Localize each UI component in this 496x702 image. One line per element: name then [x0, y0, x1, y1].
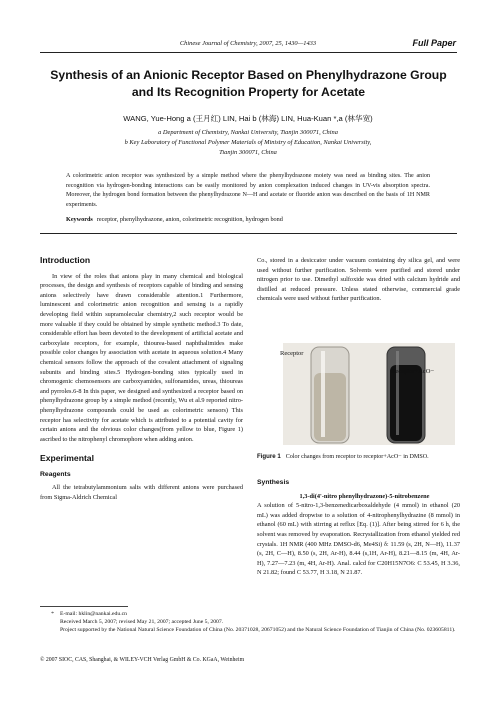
- reagents-continued: Co., stored in a desiccator under vacuum containing dry silica gel, and were used without further purification. Solvents were purified and stored under nitrogen prior to use. Dimethyl sulfoxide was dried with calcium hydride and distilled at reduced pressure. Unless stated otherwise, commercial grade chemicals were used without further purification.: [257, 257, 460, 303]
- experimental-heading: Experimental: [40, 453, 94, 464]
- synthesis-paragraph: A solution of 5-nitro-1,3-benzenedicarboxaldehyde (4 mmol) in ethanol (20 mL) was added dropwise to a solution of 4-nitrophenylhydrazine (8 mmol) in ethanol (60 mL) with stirring at reflux [Eq. (1)]. After being stirred for 6 h, the solvent was removed by evaporation. Recrystallization from ethanol yielded red crystals. 1H NMR (400 MHz DMSO-d6, Me4Si) δ: 11.59 (s, 2H, N—H), 11.37 (s, 2H, C—H), 8.50 (s, 2H, Ar-H), 8.44 (s,1H, Ar-H), 8.21—8.15 (m, 4H, Ar-H), 7.27—7.23 (m, 4H, Ar-H). Anal. calcd for C20H15N7O6: C 53.45, H 3.36, N 21.82; found C 53.77, H 3.18, N 21.87.: [257, 502, 460, 577]
- reagents-paragraph: All the tetrabutylammonium salts with different anions were purchased from Sigma-Aldrich Chemical: [40, 484, 243, 502]
- receptor-acetate-solution: [390, 365, 422, 441]
- right-column-bottom: [257, 478, 460, 578]
- article-type-label: Full Paper: [412, 38, 456, 48]
- footnote-email: * E-mail: hklin@nankai.edu.cn: [51, 611, 127, 617]
- paper-title: Synthesis of an Anionic Receptor Based on Phenylhydrazone Group and Its Recognition Property for Acetate: [50, 68, 447, 99]
- right-column-top: [257, 256, 460, 304]
- introduction-paragraph: In view of the roles that anions play in many chemical and biological processes, the design and synthesis of receptors capable of binding and sensing anions selectively have drawn considerable attention.1 Furthermore, luminescent and colorimetric anion recognition and sensing is a rapidly developing field within supramolecular chemistry,2 such receptor would be more valuable if they could be obtained by simple synthetic method.3 To date, considerable effort has been devoted to the development of artificial acetate and carboxylate receptors, for example, thiourea-based naphthalimides make possible color changes by association with acetate in aqueous solution.4 Many chemical sensors follow the approach of the covalent attachment of signaling subunits and binding sites.5 Hydrogen-bonding sites typically used in chromogenic chemosensors are carboxyamides, sulfonamides, ureas, thioureas and pyrroles.6-8 In this paper, we designed and synthesized a receptor based on phenylhydrazone group by a simple method (recently, Wu et al.9 reported nitro-phenylhydrazone compounds could be used as colorimetric sensors) This receptor has selectivity for acetate which is attributed to a potential cavity for certain anions and the obvious color changes(from yellow to blue, Figure 1) ascribed to the nitrophenyl chromophore when adding anion.: [40, 272, 243, 443]
- receptor-tube-highlight: [321, 351, 325, 437]
- abstract: A colorimetric anion receptor was synthesized by a simple method where the phenylhydrazone moiety was need as binding sites. The anion recognition via hydrogen-bonding interactions can be easily monitored by anion complexation induced changes in UV-vis absorption spectra. Moreover, the hydrogen bond formation between the phenylhydrazone N—H and acetate or fluoride anion was described on the basis of 1H NMR experiments.: [66, 173, 430, 208]
- keywords-text: receptor, phenylhydrazone, anion, colorimetric recognition, hydrogen bond: [96, 216, 283, 223]
- receptor-solution: [314, 373, 346, 441]
- figure-label-receptor: Receptor: [280, 350, 304, 357]
- receptor-acetate-highlight: [396, 351, 399, 435]
- reagents-heading: Reagents: [40, 470, 71, 478]
- introduction-heading: Introduction: [40, 255, 91, 265]
- author-list: WANG, Yue-Hong a (王月红) LIN, Hai b (林海) LIN, Hua-Kuan *,a (林华宽): [123, 114, 373, 123]
- copyright: © 2007 SIOC, CAS, Shanghai, & WILEY-VCH Verlag GmbH & Co. KGaA, Weinheim: [40, 657, 245, 663]
- footnote-received: Received March 5, 2007; revised May 21, 2007; accepted June 5, 2007.: [60, 619, 224, 625]
- photo-background: [283, 343, 455, 445]
- compound-name: 1,3-di(4'-nitro phenylhydrazone)-5-nitrobenzene: [299, 492, 430, 500]
- synthesis-heading: Synthesis: [257, 479, 290, 486]
- figure-1-caption: [257, 452, 460, 462]
- figure-caption-number: Figure 1: [257, 453, 281, 460]
- affiliation-b-line1: b Key Laboratory of Functional Polymer Materials of Ministry of Education, Nankai University,: [124, 139, 372, 146]
- header-rule: [40, 52, 457, 53]
- journal-citation: Chinese Journal of Chemistry, 2007, 25, 1430—1433: [179, 40, 317, 47]
- figure-caption-text: Color changes from receptor to receptor+AcO− in DMSO.: [285, 454, 429, 460]
- affiliation-a: a Department of Chemistry, Nankai University, Tianjin 300071, China: [158, 129, 338, 136]
- keywords-label: Keywords: [66, 216, 93, 223]
- figure-label-receptor-aco: Receptor+AcO−: [391, 368, 435, 375]
- footnote-rule: [40, 606, 128, 607]
- footnote-project: Project supported by the National Natural Science Foundation of China (No. 20371028, 20671052) and the Natural Science Foundation of Tianjin of China (No. 023605811).: [60, 627, 456, 633]
- abstract-rule: [40, 233, 457, 234]
- left-column: [40, 256, 243, 503]
- affiliation-b-line2: Tianjin 300071, China: [219, 149, 277, 156]
- figure-1-photo: [280, 343, 455, 445]
- keywords: [66, 216, 430, 223]
- footnotes: [40, 610, 460, 634]
